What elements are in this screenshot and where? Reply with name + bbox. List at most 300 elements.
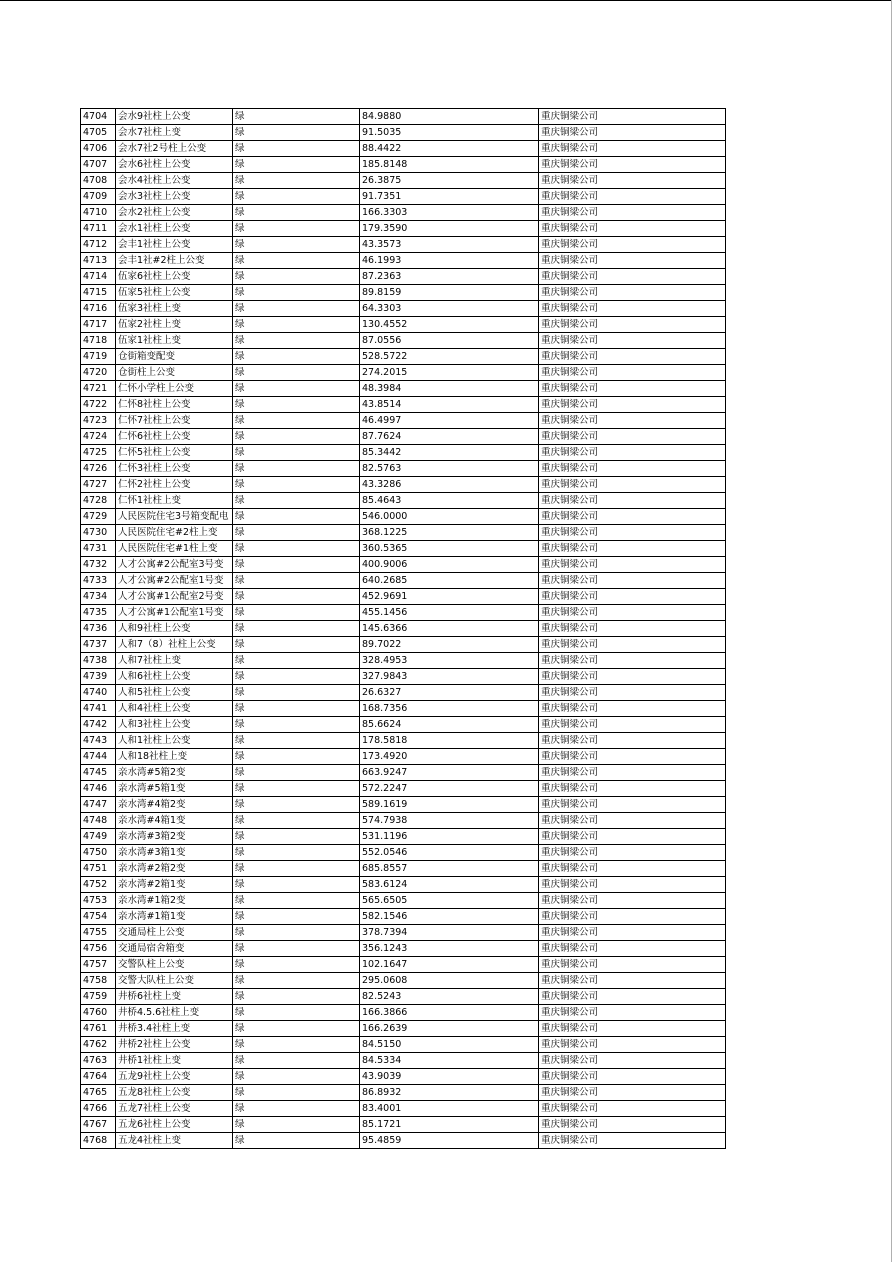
transformer-name-cell: 会水7社柱上变 bbox=[116, 125, 233, 141]
row-id-cell: 4704 bbox=[81, 109, 116, 125]
status-color-cell: 绿 bbox=[233, 285, 360, 301]
company-cell: 重庆铜梁公司 bbox=[539, 1053, 726, 1069]
table-row bbox=[81, 301, 726, 317]
data-table bbox=[80, 108, 726, 1149]
transformer-name-cell: 会水4社柱上公变 bbox=[116, 173, 233, 189]
row-id-cell: 4761 bbox=[81, 1021, 116, 1037]
company-cell: 重庆铜梁公司 bbox=[539, 877, 726, 893]
table-row bbox=[81, 221, 726, 237]
table-row bbox=[81, 957, 726, 973]
status-color-cell: 绿 bbox=[233, 477, 360, 493]
value-cell: 87.2363 bbox=[360, 269, 539, 285]
status-color-cell: 绿 bbox=[233, 557, 360, 573]
transformer-name-cell: 人民医院住宅#2柱上变 bbox=[116, 525, 233, 541]
company-cell: 重庆铜梁公司 bbox=[539, 1101, 726, 1117]
status-color-cell: 绿 bbox=[233, 989, 360, 1005]
company-cell: 重庆铜梁公司 bbox=[539, 269, 726, 285]
table-row bbox=[81, 973, 726, 989]
transformer-name-cell: 会水1社柱上公变 bbox=[116, 221, 233, 237]
status-color-cell: 绿 bbox=[233, 893, 360, 909]
table-row bbox=[81, 605, 726, 621]
company-cell: 重庆铜梁公司 bbox=[539, 445, 726, 461]
table-row bbox=[81, 925, 726, 941]
status-color-cell: 绿 bbox=[233, 445, 360, 461]
transformer-name-cell: 亲水湾#1箱1变 bbox=[116, 909, 233, 925]
status-color-cell: 绿 bbox=[233, 141, 360, 157]
status-color-cell: 绿 bbox=[233, 685, 360, 701]
company-cell: 重庆铜梁公司 bbox=[539, 189, 726, 205]
row-id-cell: 4722 bbox=[81, 397, 116, 413]
company-cell: 重庆铜梁公司 bbox=[539, 285, 726, 301]
transformer-name-cell: 仁怀2社柱上公变 bbox=[116, 477, 233, 493]
row-id-cell: 4757 bbox=[81, 957, 116, 973]
company-cell: 重庆铜梁公司 bbox=[539, 237, 726, 253]
status-color-cell: 绿 bbox=[233, 573, 360, 589]
table-row bbox=[81, 1005, 726, 1021]
row-id-cell: 4730 bbox=[81, 525, 116, 541]
transformer-name-cell: 亲水湾#5箱1变 bbox=[116, 781, 233, 797]
status-color-cell: 绿 bbox=[233, 205, 360, 221]
status-color-cell: 绿 bbox=[233, 125, 360, 141]
row-id-cell: 4759 bbox=[81, 989, 116, 1005]
table-row bbox=[81, 317, 726, 333]
row-id-cell: 4723 bbox=[81, 413, 116, 429]
table-row bbox=[81, 1053, 726, 1069]
status-color-cell: 绿 bbox=[233, 301, 360, 317]
company-cell: 重庆铜梁公司 bbox=[539, 573, 726, 589]
company-cell: 重庆铜梁公司 bbox=[539, 525, 726, 541]
table-row bbox=[81, 1117, 726, 1133]
company-cell: 重庆铜梁公司 bbox=[539, 541, 726, 557]
transformer-name-cell: 仁怀1社柱上变 bbox=[116, 493, 233, 509]
value-cell: 88.4422 bbox=[360, 141, 539, 157]
table-row bbox=[81, 765, 726, 781]
table-row bbox=[81, 845, 726, 861]
status-color-cell: 绿 bbox=[233, 525, 360, 541]
row-id-cell: 4743 bbox=[81, 733, 116, 749]
value-cell: 48.3984 bbox=[360, 381, 539, 397]
company-cell: 重庆铜梁公司 bbox=[539, 813, 726, 829]
status-color-cell: 绿 bbox=[233, 173, 360, 189]
value-cell: 168.7356 bbox=[360, 701, 539, 717]
status-color-cell: 绿 bbox=[233, 653, 360, 669]
company-cell: 重庆铜梁公司 bbox=[539, 509, 726, 525]
table-row bbox=[81, 429, 726, 445]
value-cell: 82.5243 bbox=[360, 989, 539, 1005]
status-color-cell: 绿 bbox=[233, 909, 360, 925]
table-row bbox=[81, 365, 726, 381]
value-cell: 328.4953 bbox=[360, 653, 539, 669]
table-row bbox=[81, 477, 726, 493]
company-cell: 重庆铜梁公司 bbox=[539, 685, 726, 701]
value-cell: 565.6505 bbox=[360, 893, 539, 909]
company-cell: 重庆铜梁公司 bbox=[539, 1021, 726, 1037]
company-cell: 重庆铜梁公司 bbox=[539, 861, 726, 877]
transformer-name-cell: 仁怀8社柱上公变 bbox=[116, 397, 233, 413]
row-id-cell: 4763 bbox=[81, 1053, 116, 1069]
transformer-name-cell: 人和18社柱上变 bbox=[116, 749, 233, 765]
company-cell: 重庆铜梁公司 bbox=[539, 701, 726, 717]
status-color-cell: 绿 bbox=[233, 957, 360, 973]
value-cell: 452.9691 bbox=[360, 589, 539, 605]
company-cell: 重庆铜梁公司 bbox=[539, 461, 726, 477]
value-cell: 130.4552 bbox=[360, 317, 539, 333]
status-color-cell: 绿 bbox=[233, 845, 360, 861]
row-id-cell: 4716 bbox=[81, 301, 116, 317]
transformer-name-cell: 会水3社柱上公变 bbox=[116, 189, 233, 205]
value-cell: 327.9843 bbox=[360, 669, 539, 685]
transformer-name-cell: 人才公寓#1公配室2号变 bbox=[116, 589, 233, 605]
value-cell: 274.2015 bbox=[360, 365, 539, 381]
row-id-cell: 4728 bbox=[81, 493, 116, 509]
row-id-cell: 4712 bbox=[81, 237, 116, 253]
company-cell: 重庆铜梁公司 bbox=[539, 829, 726, 845]
transformer-name-cell: 伍家5社柱上公变 bbox=[116, 285, 233, 301]
status-color-cell: 绿 bbox=[233, 349, 360, 365]
company-cell: 重庆铜梁公司 bbox=[539, 589, 726, 605]
transformer-name-cell: 会丰1社柱上公变 bbox=[116, 237, 233, 253]
row-id-cell: 4760 bbox=[81, 1005, 116, 1021]
table-row bbox=[81, 173, 726, 189]
transformer-name-cell: 亲水湾#4箱1变 bbox=[116, 813, 233, 829]
company-cell: 重庆铜梁公司 bbox=[539, 749, 726, 765]
row-id-cell: 4749 bbox=[81, 829, 116, 845]
value-cell: 26.6327 bbox=[360, 685, 539, 701]
company-cell: 重庆铜梁公司 bbox=[539, 141, 726, 157]
value-cell: 178.5818 bbox=[360, 733, 539, 749]
table-row bbox=[81, 253, 726, 269]
status-color-cell: 绿 bbox=[233, 541, 360, 557]
row-id-cell: 4754 bbox=[81, 909, 116, 925]
status-color-cell: 绿 bbox=[233, 701, 360, 717]
status-color-cell: 绿 bbox=[233, 413, 360, 429]
row-id-cell: 4755 bbox=[81, 925, 116, 941]
value-cell: 46.4997 bbox=[360, 413, 539, 429]
table-row bbox=[81, 205, 726, 221]
status-color-cell: 绿 bbox=[233, 813, 360, 829]
value-cell: 528.5722 bbox=[360, 349, 539, 365]
table-row bbox=[81, 813, 726, 829]
transformer-name-cell: 亲水湾#2箱2变 bbox=[116, 861, 233, 877]
value-cell: 572.2247 bbox=[360, 781, 539, 797]
row-id-cell: 4720 bbox=[81, 365, 116, 381]
transformer-name-cell: 人和3社柱上公变 bbox=[116, 717, 233, 733]
transformer-name-cell: 人才公寓#2公配室1号变 bbox=[116, 573, 233, 589]
company-cell: 重庆铜梁公司 bbox=[539, 253, 726, 269]
value-cell: 640.2685 bbox=[360, 573, 539, 589]
company-cell: 重庆铜梁公司 bbox=[539, 781, 726, 797]
transformer-name-cell: 亲水湾#3箱2变 bbox=[116, 829, 233, 845]
row-id-cell: 4713 bbox=[81, 253, 116, 269]
table-row bbox=[81, 717, 726, 733]
row-id-cell: 4758 bbox=[81, 973, 116, 989]
transformer-name-cell: 人和9社柱上公变 bbox=[116, 621, 233, 637]
table-row bbox=[81, 285, 726, 301]
status-color-cell: 绿 bbox=[233, 397, 360, 413]
row-id-cell: 4742 bbox=[81, 717, 116, 733]
company-cell: 重庆铜梁公司 bbox=[539, 765, 726, 781]
value-cell: 91.7351 bbox=[360, 189, 539, 205]
value-cell: 84.5150 bbox=[360, 1037, 539, 1053]
transformer-name-cell: 伍家6社柱上公变 bbox=[116, 269, 233, 285]
table-row bbox=[81, 269, 726, 285]
company-cell: 重庆铜梁公司 bbox=[539, 1133, 726, 1149]
value-cell: 102.1647 bbox=[360, 957, 539, 973]
transformer-name-cell: 人和4社柱上公变 bbox=[116, 701, 233, 717]
row-id-cell: 4709 bbox=[81, 189, 116, 205]
company-cell: 重庆铜梁公司 bbox=[539, 989, 726, 1005]
company-cell: 重庆铜梁公司 bbox=[539, 1069, 726, 1085]
table-row bbox=[81, 701, 726, 717]
status-color-cell: 绿 bbox=[233, 605, 360, 621]
company-cell: 重庆铜梁公司 bbox=[539, 797, 726, 813]
row-id-cell: 4735 bbox=[81, 605, 116, 621]
company-cell: 重庆铜梁公司 bbox=[539, 125, 726, 141]
table-row bbox=[81, 349, 726, 365]
transformer-name-cell: 会水7社2号柱上公变 bbox=[116, 141, 233, 157]
transformer-name-cell: 会水6社柱上公变 bbox=[116, 157, 233, 173]
transformer-name-cell: 五龙9社柱上公变 bbox=[116, 1069, 233, 1085]
row-id-cell: 4738 bbox=[81, 653, 116, 669]
value-cell: 589.1619 bbox=[360, 797, 539, 813]
status-color-cell: 绿 bbox=[233, 925, 360, 941]
row-id-cell: 4708 bbox=[81, 173, 116, 189]
company-cell: 重庆铜梁公司 bbox=[539, 621, 726, 637]
company-cell: 重庆铜梁公司 bbox=[539, 1085, 726, 1101]
company-cell: 重庆铜梁公司 bbox=[539, 605, 726, 621]
table-row bbox=[81, 125, 726, 141]
status-color-cell: 绿 bbox=[233, 829, 360, 845]
transformer-name-cell: 伍家2社柱上变 bbox=[116, 317, 233, 333]
company-cell: 重庆铜梁公司 bbox=[539, 493, 726, 509]
company-cell: 重庆铜梁公司 bbox=[539, 1117, 726, 1133]
row-id-cell: 4746 bbox=[81, 781, 116, 797]
transformer-name-cell: 交警大队柱上公变 bbox=[116, 973, 233, 989]
value-cell: 85.4643 bbox=[360, 493, 539, 509]
company-cell: 重庆铜梁公司 bbox=[539, 1037, 726, 1053]
table-row bbox=[81, 493, 726, 509]
table-row bbox=[81, 781, 726, 797]
table-row bbox=[81, 333, 726, 349]
row-id-cell: 4729 bbox=[81, 509, 116, 525]
row-id-cell: 4768 bbox=[81, 1133, 116, 1149]
status-color-cell: 绿 bbox=[233, 717, 360, 733]
status-color-cell: 绿 bbox=[233, 765, 360, 781]
value-cell: 82.5763 bbox=[360, 461, 539, 477]
table-row bbox=[81, 749, 726, 765]
transformer-name-cell: 五龙8社柱上公变 bbox=[116, 1085, 233, 1101]
company-cell: 重庆铜梁公司 bbox=[539, 1005, 726, 1021]
value-cell: 43.9039 bbox=[360, 1069, 539, 1085]
transformer-name-cell: 交通局柱上公变 bbox=[116, 925, 233, 941]
row-id-cell: 4762 bbox=[81, 1037, 116, 1053]
table-row bbox=[81, 1101, 726, 1117]
table-row bbox=[81, 669, 726, 685]
status-color-cell: 绿 bbox=[233, 189, 360, 205]
row-id-cell: 4752 bbox=[81, 877, 116, 893]
transformer-name-cell: 会水2社柱上公变 bbox=[116, 205, 233, 221]
table-row bbox=[81, 541, 726, 557]
transformer-name-cell: 人才公寓#2公配室3号变 bbox=[116, 557, 233, 573]
status-color-cell: 绿 bbox=[233, 733, 360, 749]
transformer-name-cell: 仁怀小学柱上公变 bbox=[116, 381, 233, 397]
status-color-cell: 绿 bbox=[233, 941, 360, 957]
table-row bbox=[81, 941, 726, 957]
company-cell: 重庆铜梁公司 bbox=[539, 669, 726, 685]
status-color-cell: 绿 bbox=[233, 317, 360, 333]
row-id-cell: 4726 bbox=[81, 461, 116, 477]
company-cell: 重庆铜梁公司 bbox=[539, 381, 726, 397]
transformer-name-cell: 井桥4.5.6社柱上变 bbox=[116, 1005, 233, 1021]
value-cell: 85.1721 bbox=[360, 1117, 539, 1133]
status-color-cell: 绿 bbox=[233, 493, 360, 509]
transformer-name-cell: 仁怀3社柱上公变 bbox=[116, 461, 233, 477]
value-cell: 531.1196 bbox=[360, 829, 539, 845]
row-id-cell: 4706 bbox=[81, 141, 116, 157]
transformer-name-cell: 会水9社柱上公变 bbox=[116, 109, 233, 125]
value-cell: 552.0546 bbox=[360, 845, 539, 861]
status-color-cell: 绿 bbox=[233, 797, 360, 813]
status-color-cell: 绿 bbox=[233, 1021, 360, 1037]
table-body bbox=[81, 109, 726, 1149]
status-color-cell: 绿 bbox=[233, 1053, 360, 1069]
company-cell: 重庆铜梁公司 bbox=[539, 109, 726, 125]
company-cell: 重庆铜梁公司 bbox=[539, 893, 726, 909]
table-row bbox=[81, 189, 726, 205]
table-row bbox=[81, 509, 726, 525]
transformer-name-cell: 伍家3社柱上变 bbox=[116, 301, 233, 317]
company-cell: 重庆铜梁公司 bbox=[539, 157, 726, 173]
transformer-name-cell: 人和7社柱上变 bbox=[116, 653, 233, 669]
status-color-cell: 绿 bbox=[233, 365, 360, 381]
transformer-name-cell: 交通局宿舍箱变 bbox=[116, 941, 233, 957]
company-cell: 重庆铜梁公司 bbox=[539, 413, 726, 429]
value-cell: 89.8159 bbox=[360, 285, 539, 301]
status-color-cell: 绿 bbox=[233, 877, 360, 893]
value-cell: 26.3875 bbox=[360, 173, 539, 189]
value-cell: 295.0608 bbox=[360, 973, 539, 989]
table-row bbox=[81, 397, 726, 413]
company-cell: 重庆铜梁公司 bbox=[539, 557, 726, 573]
transformer-name-cell: 亲水湾#4箱2变 bbox=[116, 797, 233, 813]
company-cell: 重庆铜梁公司 bbox=[539, 333, 726, 349]
row-id-cell: 4734 bbox=[81, 589, 116, 605]
table-row bbox=[81, 653, 726, 669]
transformer-name-cell: 井桥2社柱上公变 bbox=[116, 1037, 233, 1053]
value-cell: 43.3573 bbox=[360, 237, 539, 253]
table-row bbox=[81, 829, 726, 845]
status-color-cell: 绿 bbox=[233, 381, 360, 397]
row-id-cell: 4731 bbox=[81, 541, 116, 557]
company-cell: 重庆铜梁公司 bbox=[539, 301, 726, 317]
value-cell: 86.8932 bbox=[360, 1085, 539, 1101]
row-id-cell: 4739 bbox=[81, 669, 116, 685]
status-color-cell: 绿 bbox=[233, 509, 360, 525]
row-id-cell: 4737 bbox=[81, 637, 116, 653]
value-cell: 173.4920 bbox=[360, 749, 539, 765]
status-color-cell: 绿 bbox=[233, 269, 360, 285]
table-row bbox=[81, 1069, 726, 1085]
table-row bbox=[81, 1021, 726, 1037]
row-id-cell: 4705 bbox=[81, 125, 116, 141]
row-id-cell: 4718 bbox=[81, 333, 116, 349]
transformer-name-cell: 人和6社柱上公变 bbox=[116, 669, 233, 685]
value-cell: 166.2639 bbox=[360, 1021, 539, 1037]
row-id-cell: 4740 bbox=[81, 685, 116, 701]
company-cell: 重庆铜梁公司 bbox=[539, 717, 726, 733]
company-cell: 重庆铜梁公司 bbox=[539, 909, 726, 925]
table-row bbox=[81, 109, 726, 125]
status-color-cell: 绿 bbox=[233, 637, 360, 653]
row-id-cell: 4745 bbox=[81, 765, 116, 781]
value-cell: 179.3590 bbox=[360, 221, 539, 237]
row-id-cell: 4765 bbox=[81, 1085, 116, 1101]
company-cell: 重庆铜梁公司 bbox=[539, 349, 726, 365]
value-cell: 91.5035 bbox=[360, 125, 539, 141]
company-cell: 重庆铜梁公司 bbox=[539, 429, 726, 445]
status-color-cell: 绿 bbox=[233, 461, 360, 477]
value-cell: 166.3303 bbox=[360, 205, 539, 221]
value-cell: 87.0556 bbox=[360, 333, 539, 349]
row-id-cell: 4707 bbox=[81, 157, 116, 173]
row-id-cell: 4724 bbox=[81, 429, 116, 445]
transformer-name-cell: 五龙4社柱上变 bbox=[116, 1133, 233, 1149]
row-id-cell: 4710 bbox=[81, 205, 116, 221]
row-id-cell: 4767 bbox=[81, 1117, 116, 1133]
value-cell: 368.1225 bbox=[360, 525, 539, 541]
table-row bbox=[81, 413, 726, 429]
value-cell: 166.3866 bbox=[360, 1005, 539, 1021]
row-id-cell: 4711 bbox=[81, 221, 116, 237]
row-id-cell: 4715 bbox=[81, 285, 116, 301]
value-cell: 84.9880 bbox=[360, 109, 539, 125]
value-cell: 43.8514 bbox=[360, 397, 539, 413]
company-cell: 重庆铜梁公司 bbox=[539, 477, 726, 493]
status-color-cell: 绿 bbox=[233, 333, 360, 349]
status-color-cell: 绿 bbox=[233, 429, 360, 445]
table-row bbox=[81, 797, 726, 813]
transformer-name-cell: 人民医院住宅3号箱变配电 bbox=[116, 509, 233, 525]
row-id-cell: 4750 bbox=[81, 845, 116, 861]
row-id-cell: 4753 bbox=[81, 893, 116, 909]
table-row bbox=[81, 621, 726, 637]
status-color-cell: 绿 bbox=[233, 157, 360, 173]
value-cell: 85.3442 bbox=[360, 445, 539, 461]
row-id-cell: 4727 bbox=[81, 477, 116, 493]
transformer-name-cell: 人才公寓#1公配室1号变 bbox=[116, 605, 233, 621]
company-cell: 重庆铜梁公司 bbox=[539, 397, 726, 413]
row-id-cell: 4756 bbox=[81, 941, 116, 957]
transformer-name-cell: 井桥6社柱上变 bbox=[116, 989, 233, 1005]
table-row bbox=[81, 1085, 726, 1101]
row-id-cell: 4717 bbox=[81, 317, 116, 333]
status-color-cell: 绿 bbox=[233, 1037, 360, 1053]
row-id-cell: 4725 bbox=[81, 445, 116, 461]
status-color-cell: 绿 bbox=[233, 1117, 360, 1133]
company-cell: 重庆铜梁公司 bbox=[539, 941, 726, 957]
row-id-cell: 4714 bbox=[81, 269, 116, 285]
company-cell: 重庆铜梁公司 bbox=[539, 925, 726, 941]
transformer-name-cell: 亲水湾#1箱2变 bbox=[116, 893, 233, 909]
table-row bbox=[81, 557, 726, 573]
table-row bbox=[81, 141, 726, 157]
table-row bbox=[81, 637, 726, 653]
value-cell: 663.9247 bbox=[360, 765, 539, 781]
status-color-cell: 绿 bbox=[233, 621, 360, 637]
row-id-cell: 4733 bbox=[81, 573, 116, 589]
transformer-name-cell: 仁怀5社柱上公变 bbox=[116, 445, 233, 461]
transformer-name-cell: 亲水湾#3箱1变 bbox=[116, 845, 233, 861]
